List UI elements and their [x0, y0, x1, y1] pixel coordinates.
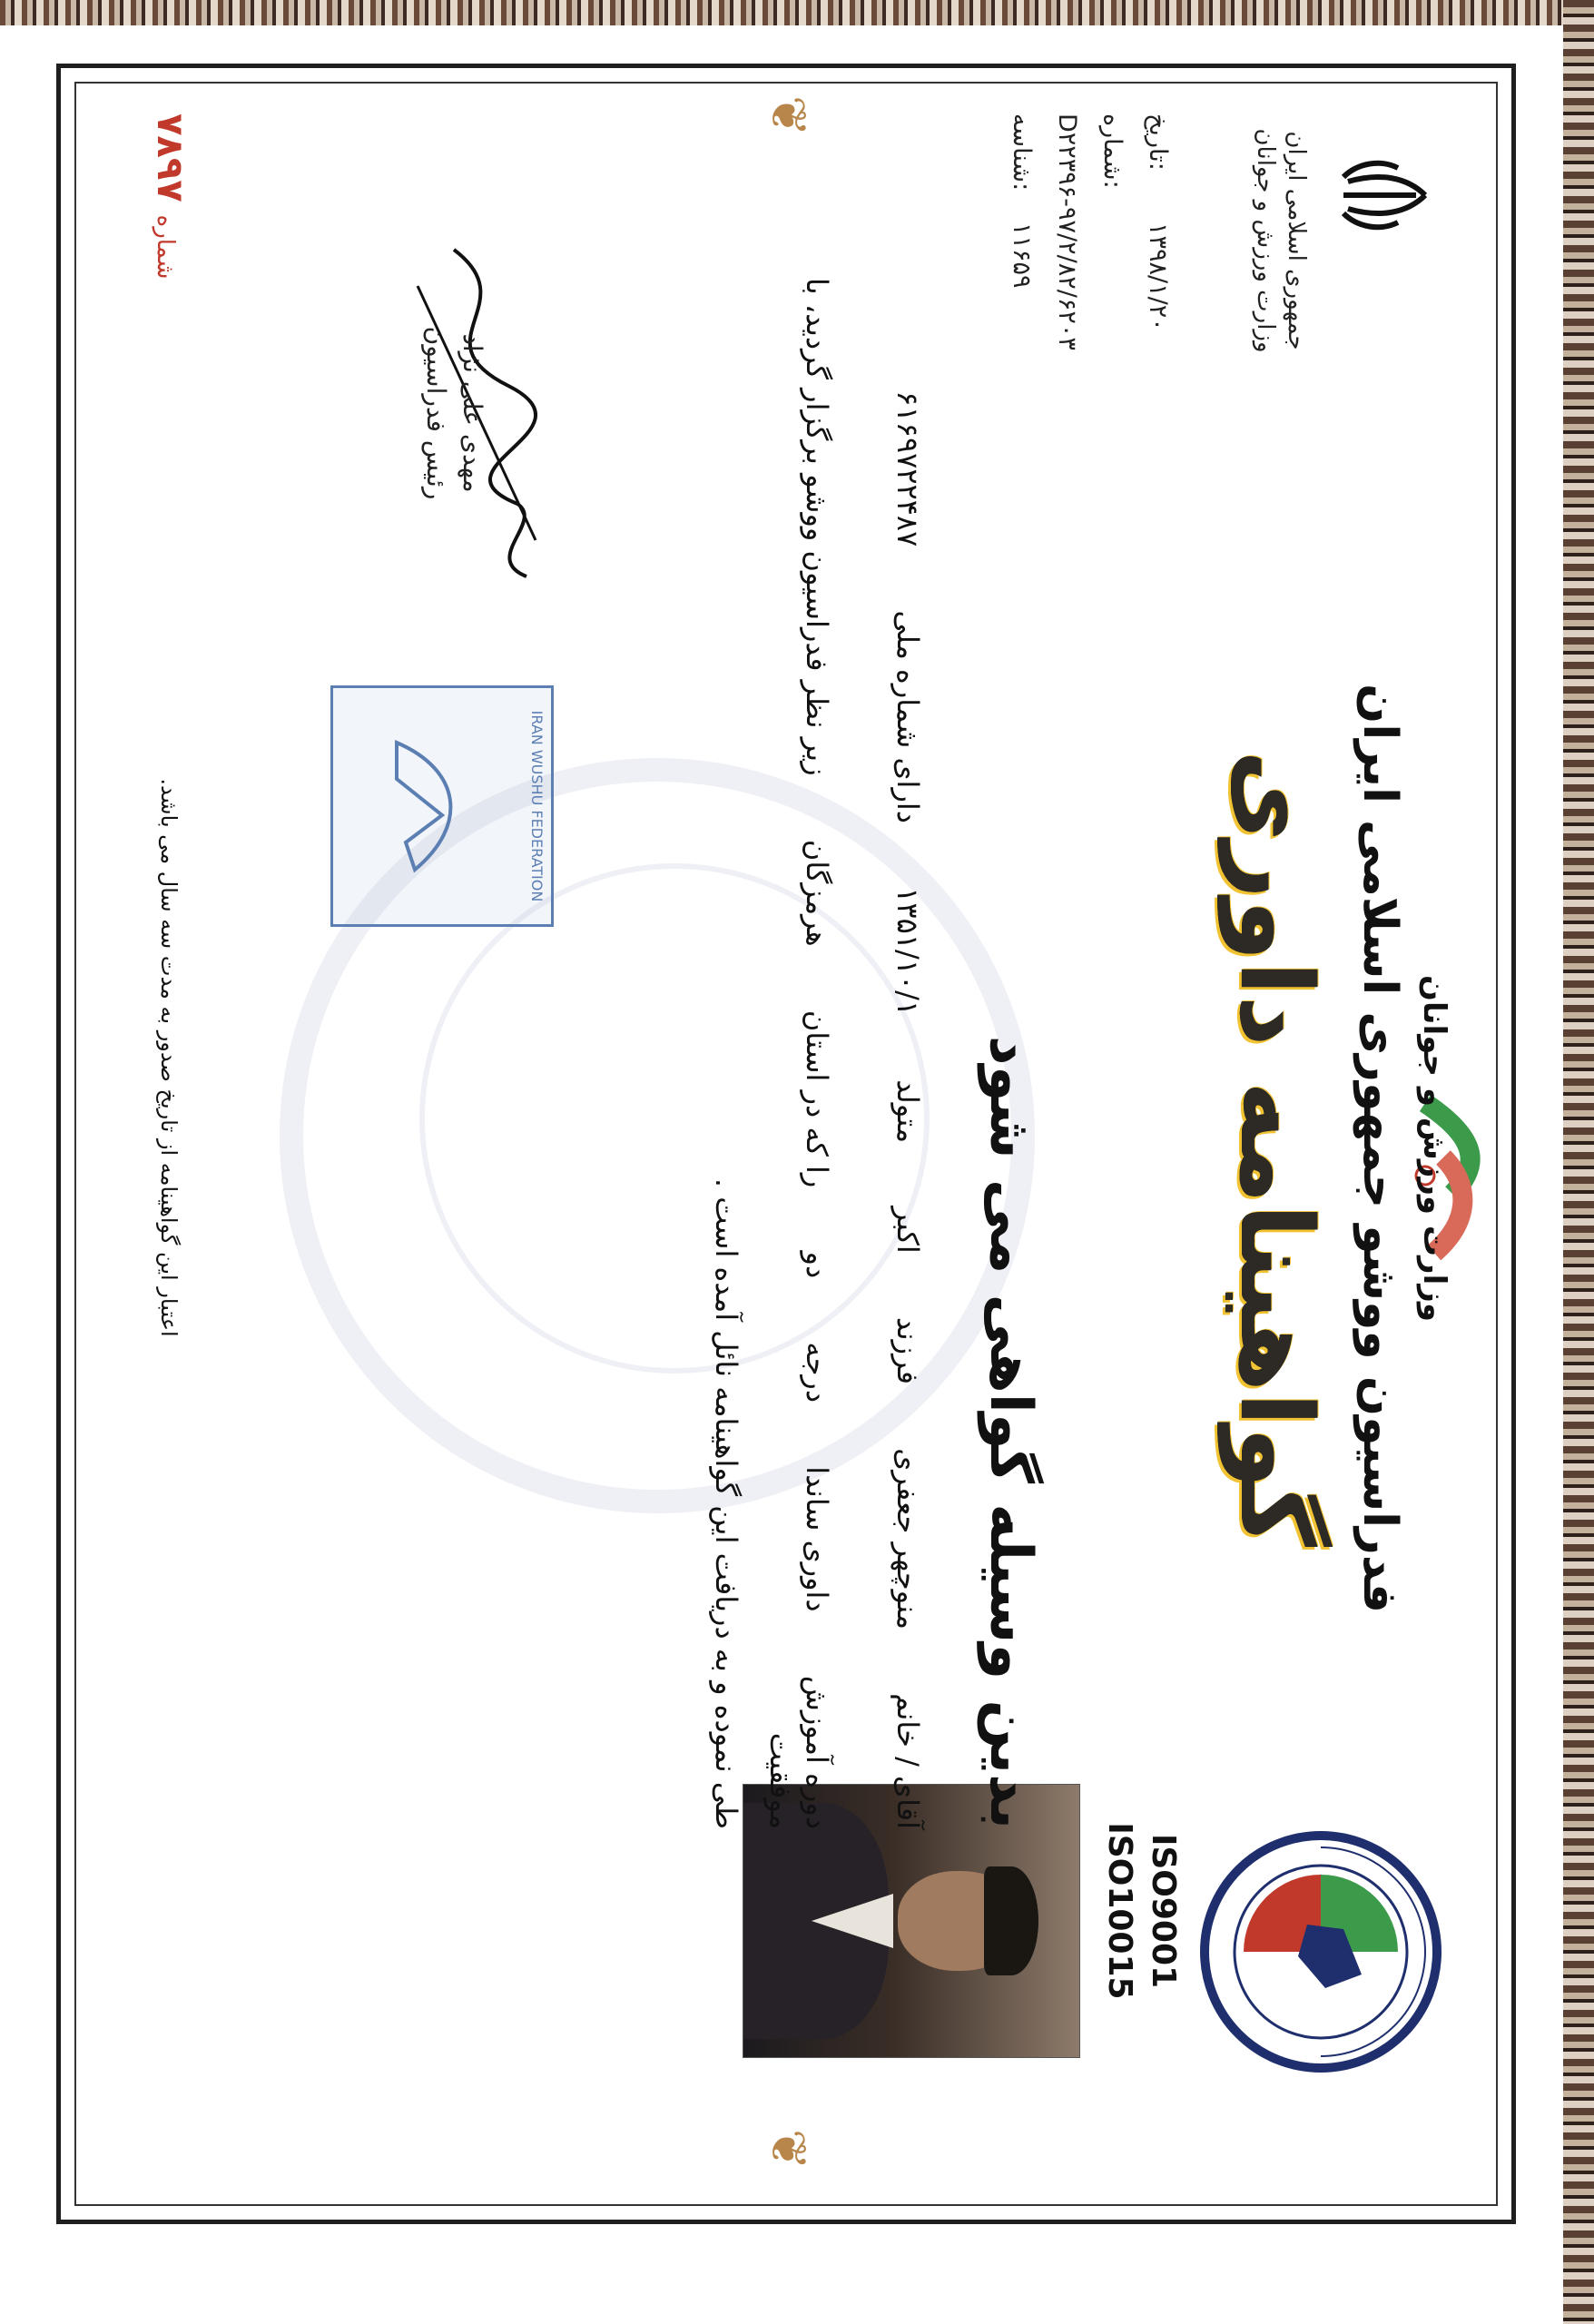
- date-value: ۱۳۹۸/۱/۲۰: [1144, 222, 1172, 331]
- id-value: ۱۱۶۵۹: [1008, 222, 1036, 289]
- ministry-header: وزارت ورزش و جوانان: [1416, 975, 1452, 1322]
- province-label: را که در استان: [800, 1009, 834, 1188]
- wushu-federation-logo: [1198, 1829, 1443, 2074]
- certificate-sheet: [100, 95, 1471, 2183]
- left-ornament-icon: ❦: [760, 95, 817, 137]
- document-meta: [999, 113, 1180, 458]
- organizer-text: زیر نظر فدراسیون ووشو برگزار گردید، با موفقیت: [763, 277, 834, 1829]
- birth-label: متولد: [890, 1079, 925, 1144]
- birth-date: ۱۳۵۱/۱۰/۱: [890, 887, 925, 1017]
- father-label: فرزند: [890, 1316, 925, 1385]
- body-line-1: [890, 195, 926, 1829]
- serial-value: ۷۸۹۷: [149, 113, 191, 202]
- stamp-text: IRAN WUSHU FEDERATION: [528, 710, 546, 902]
- iso-10015: ISO10015: [1101, 1822, 1138, 2000]
- date-label: تاریخ:: [1144, 113, 1172, 171]
- emblem-caption: جمهوری اسلامی ایران وزارت ورزش و جوانان: [1252, 128, 1310, 353]
- province-name: هرمزگان: [800, 839, 834, 947]
- number-value: D۲۲۳۹۶-۹۷/۲/۸۲/۶۲۰۳: [1053, 113, 1081, 350]
- body-line-3: طی نموده و به دریافت این گواهینامه نائل آمده است .: [709, 1177, 743, 1829]
- serial-label: شماره: [152, 214, 179, 280]
- serial-number: [149, 113, 191, 386]
- background-rug-top: [0, 0, 1594, 25]
- iso-certifications: [1097, 1793, 1185, 2029]
- federation-title: فدراسیون ووشو جمهوری اسلامی ایران: [1353, 683, 1407, 1613]
- certificate-title: گواهینامه داوری: [1218, 750, 1334, 1547]
- body-line-2: [763, 195, 835, 1829]
- certificate-lead: بدین وسیله گواهی می شود: [977, 1035, 1044, 1829]
- father-name: اکبر: [890, 1206, 925, 1254]
- national-id: ۶۱۶۹۷۲۲۴۸۷: [890, 390, 925, 547]
- iran-emblem-icon: [1325, 141, 1434, 250]
- signer-title: رئیس فدراسیون: [421, 326, 451, 500]
- right-ornament-icon: ❦: [760, 2129, 817, 2171]
- background-rug-right: [1563, 0, 1594, 2324]
- official-stamp: [330, 685, 554, 927]
- national-id-label: دارای شماره ملی: [890, 610, 925, 824]
- grade-label: درجه: [800, 1342, 834, 1403]
- number-label: شماره:: [1098, 113, 1127, 189]
- course-name: داوری ساندا: [800, 1466, 834, 1612]
- signer-block: [418, 250, 490, 576]
- grade-value: دو: [800, 1251, 834, 1279]
- id-label: شناسه:: [1008, 113, 1036, 192]
- iso-9001: ISO9001: [1145, 1833, 1182, 1989]
- signer-name: مهدی علی نژاد: [458, 333, 487, 493]
- validity-note: اعتبار این گواهینامه از تاریخ صدور به مدت سه سال می باشد.: [156, 778, 182, 1337]
- holder-name: منوچهر جعفری: [890, 1448, 925, 1630]
- course-label: دوره آموزش: [800, 1675, 834, 1829]
- title-label: آقای / خانم: [890, 1693, 925, 1829]
